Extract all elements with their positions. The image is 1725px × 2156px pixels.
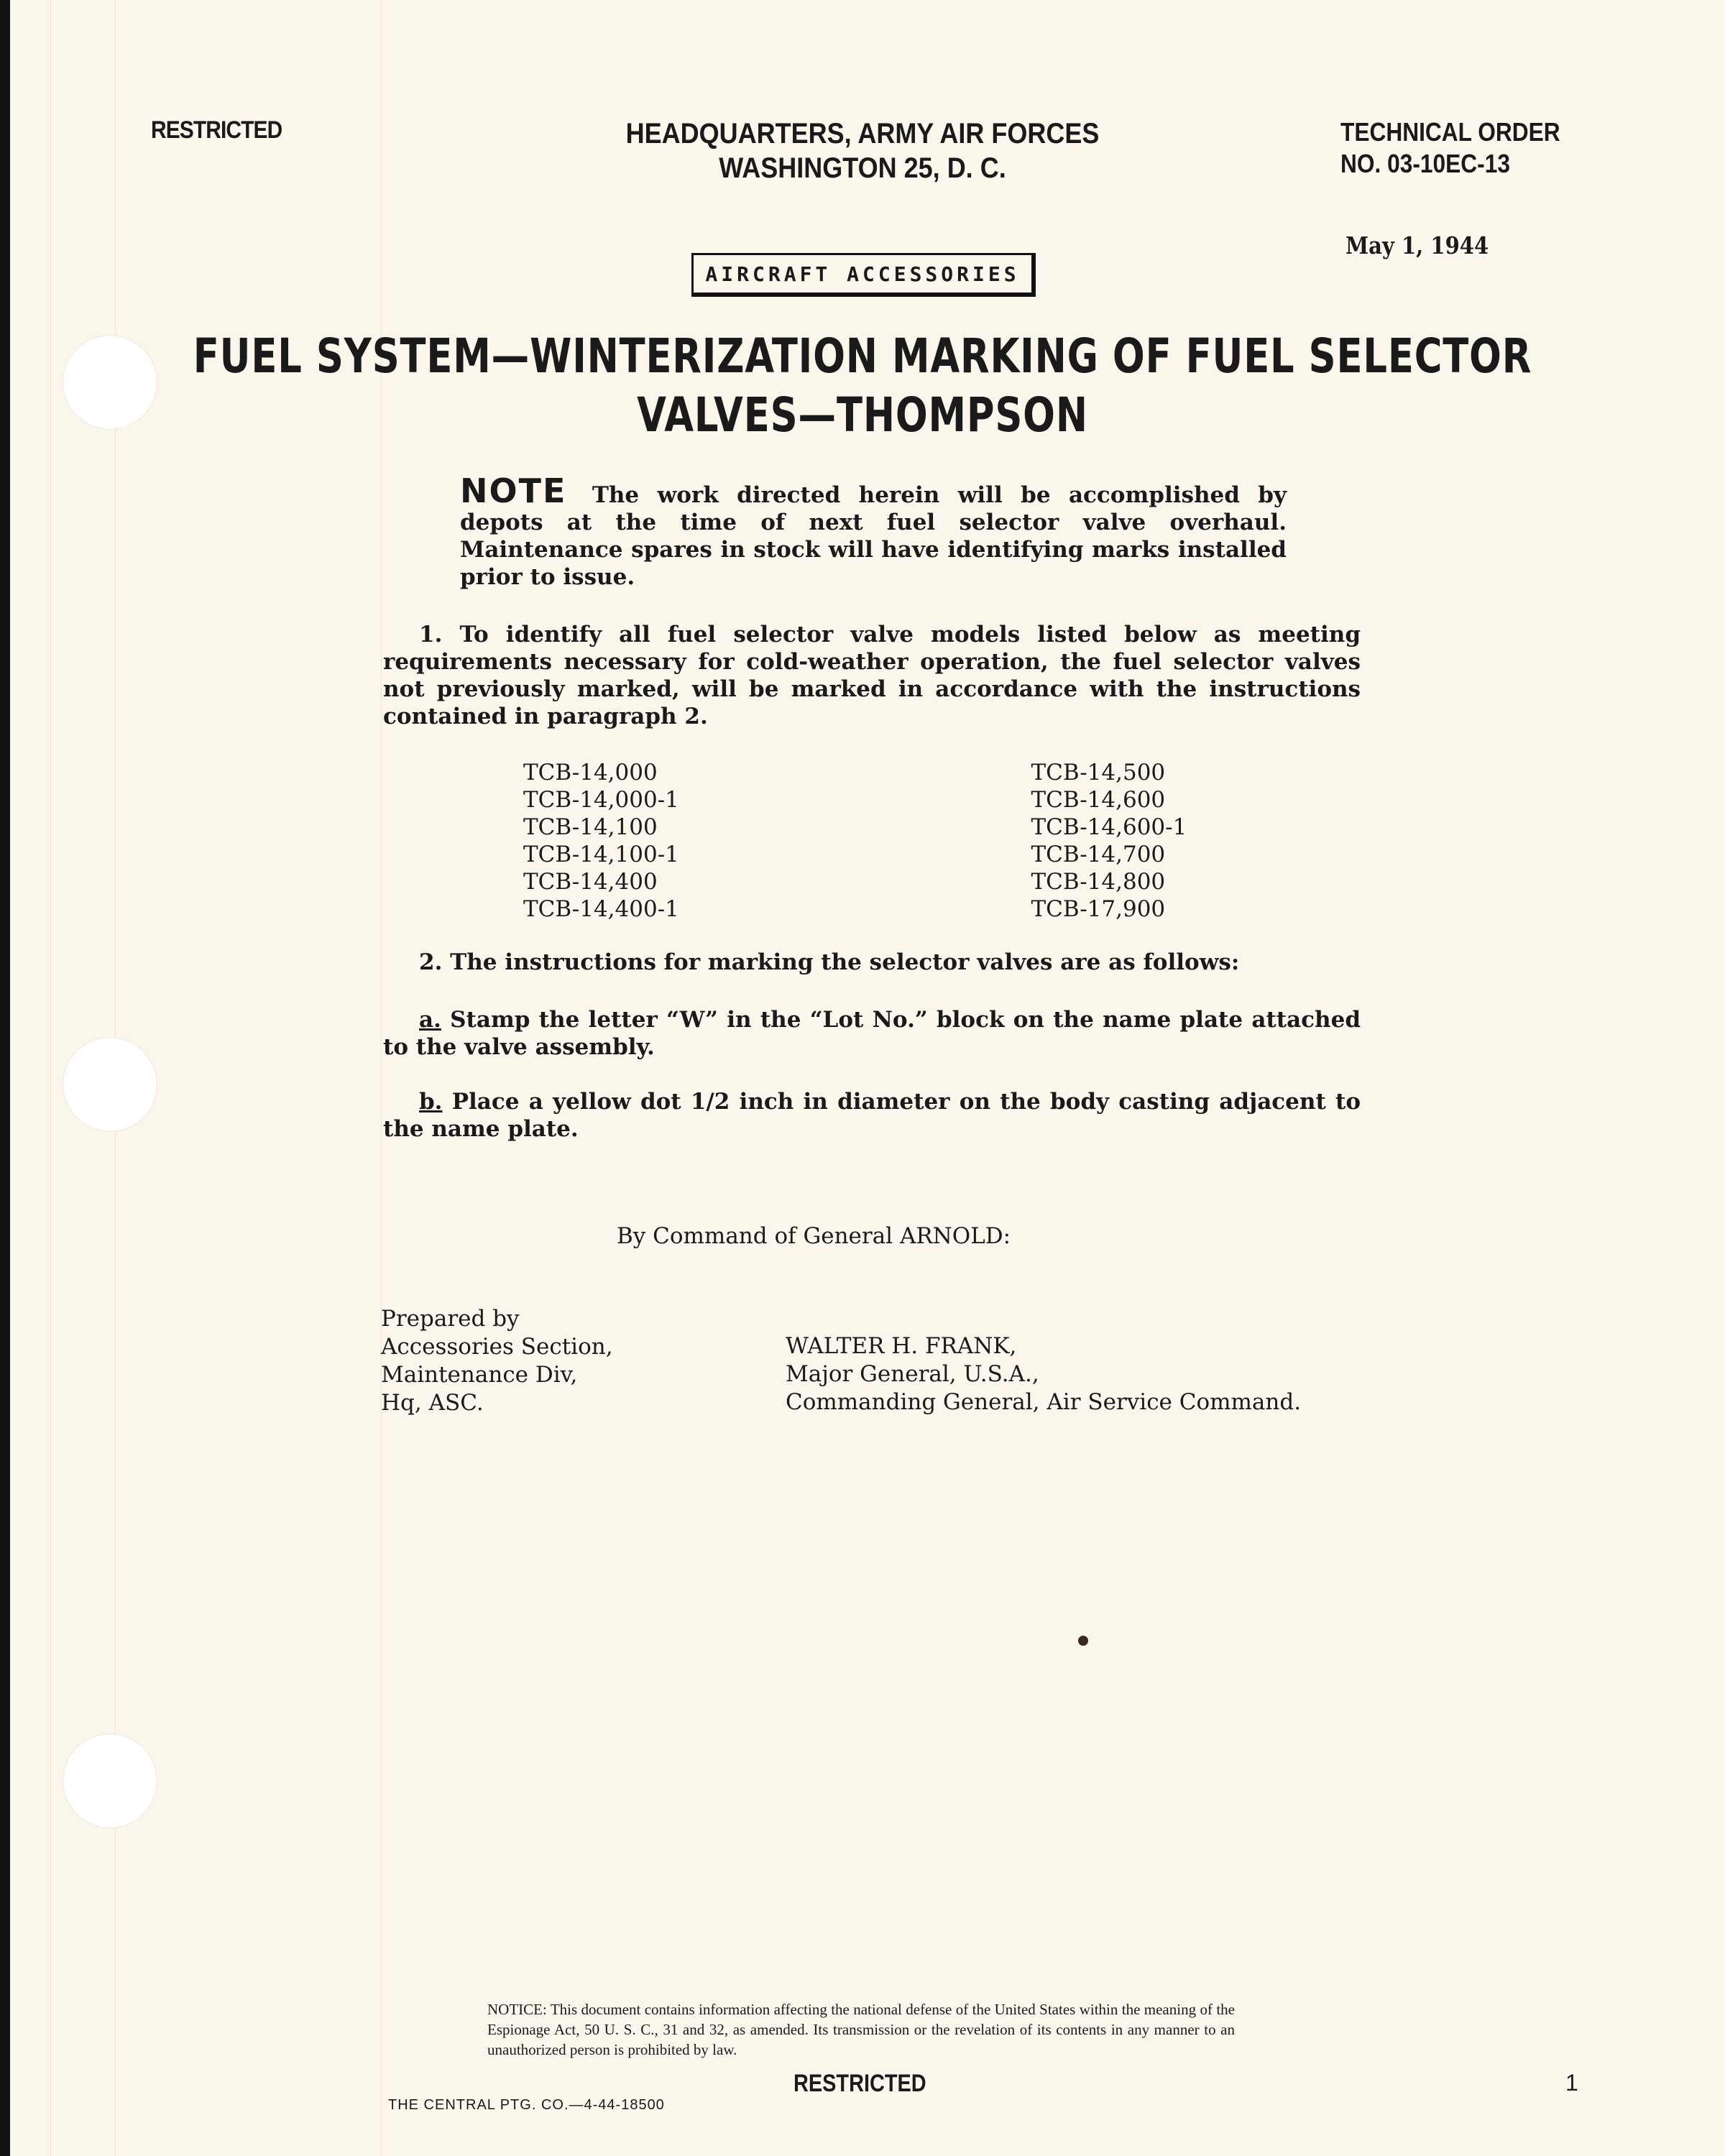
model-item: TCB-14,500	[1031, 760, 1166, 786]
valve-model-list	[523, 759, 1242, 923]
subparagraph-label: a.	[419, 1007, 441, 1033]
model-item: TCB-14,700	[1031, 842, 1166, 867]
punch-hole	[63, 1734, 157, 1828]
note-text: The work directed herein will be accomplished by depots at the time of next fuel selector valve overhaul. Maintenance spares in stock will have identifying marks installed prior to issue.	[460, 482, 1287, 590]
paragraph-number: 1.	[419, 622, 443, 648]
prepared-by-block	[381, 1305, 613, 1417]
punch-hole	[63, 1038, 157, 1131]
model-item: TCB-14,000	[523, 760, 658, 786]
model-item: TCB-17,900	[1031, 896, 1166, 922]
subparagraph-text: Stamp the letter “W” in the “Lot No.” block on the name plate attached to the valve assembly.	[383, 1007, 1361, 1060]
model-item: TCB-14,400	[523, 869, 658, 895]
paragraph-number: 2.	[419, 949, 443, 975]
note-block	[460, 471, 1287, 591]
paper-fiber-line	[50, 0, 51, 2156]
prepared-line: Accessories Section,	[381, 1334, 613, 1360]
prepared-line: Maintenance Div,	[381, 1362, 578, 1388]
technical-order-id	[1340, 116, 1560, 180]
signer-title: Commanding General, Air Service Command.	[786, 1389, 1302, 1415]
paragraph-text: To identify all fuel selector valve models listed below as meeting requirements necessary for cold-weather operation, the fuel selector valves not previously marked, will be marked in accordance with the instructions contained in paragraph 2.	[383, 622, 1361, 729]
signer-name: WALTER H. FRANK,	[786, 1333, 1017, 1359]
model-item: TCB-14,100	[523, 814, 658, 840]
agency-line-2: WASHINGTON 25, D. C.	[719, 152, 1006, 184]
by-command-line: By Command of General ARNOLD:	[617, 1223, 1011, 1249]
paper-fiber-line	[381, 0, 382, 2156]
prepared-line: Prepared by	[381, 1306, 520, 1332]
paragraph-1	[383, 621, 1361, 730]
punch-hole	[63, 336, 157, 429]
order-number: NO. 03-10EC-13	[1340, 149, 1510, 178]
title-line-2: VALVES—THOMPSON	[637, 387, 1088, 443]
note-label: NOTE	[460, 471, 567, 510]
signature-block	[786, 1332, 1301, 1416]
issue-date: May 1, 1944	[1346, 231, 1489, 259]
model-item: TCB-14,600-1	[1031, 814, 1187, 840]
document-title	[172, 327, 1552, 445]
page-number: 1	[1565, 2070, 1578, 2096]
paragraph-2	[383, 949, 1361, 976]
scan-edge	[0, 0, 10, 2156]
signer-rank: Major General, U.S.A.,	[786, 1361, 1039, 1387]
model-item: TCB-14,600	[1031, 787, 1166, 813]
printer-imprint: THE CENTRAL PTG. CO.—4-44-18500	[388, 2097, 665, 2113]
model-item: TCB-14,400-1	[523, 896, 679, 922]
subparagraph-a	[383, 1006, 1361, 1061]
model-column-left	[523, 759, 1031, 923]
model-item: TCB-14,000-1	[523, 787, 679, 813]
prepared-line: Hq, ASC.	[381, 1390, 484, 1416]
subparagraph-b	[383, 1088, 1361, 1143]
paragraph-text: The instructions for marking the selector valves are as follows:	[450, 949, 1240, 975]
agency-line-1: HEADQUARTERS, ARMY AIR FORCES	[625, 118, 1100, 149]
title-line-1: FUEL SYSTEM—WINTERIZATION MARKING OF FUEL SELECTOR	[193, 328, 1532, 384]
category-label: AIRCRAFT ACCESSORIES	[691, 253, 1036, 297]
subparagraph-label: b.	[419, 1089, 443, 1115]
model-item: TCB-14,800	[1031, 869, 1166, 895]
subparagraph-text: Place a yellow dot 1/2 inch in diameter on the body casting adjacent to the name plate.	[383, 1089, 1361, 1142]
ink-smudge	[1078, 1636, 1088, 1646]
classification-header: RESTRICTED	[151, 116, 282, 144]
classification-footer: RESTRICTED	[794, 2070, 926, 2097]
model-column-right	[1031, 759, 1242, 923]
model-item: TCB-14,100-1	[523, 842, 679, 867]
order-label: TECHNICAL ORDER	[1340, 117, 1560, 147]
espionage-notice: NOTICE: This document contains information affecting the national defense of the United States within the meaning of the Espionage Act, 50 U. S. C., 31 and 32, as amended. Its transmission or the revelation of its contents in any manner to an unauthorized person is prohibited by law.	[487, 2001, 1235, 2058]
